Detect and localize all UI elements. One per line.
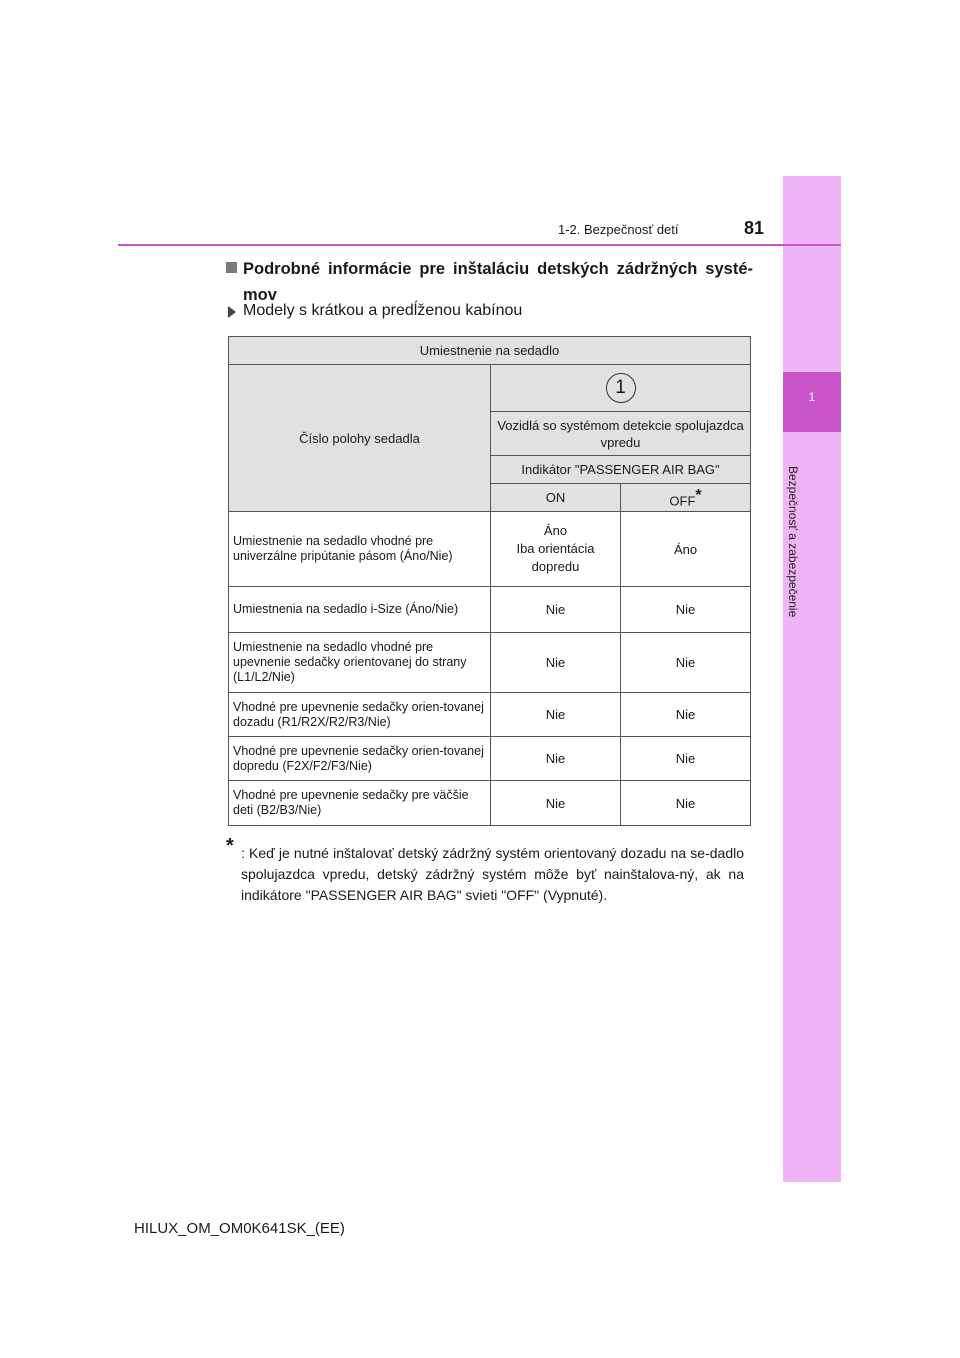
section-title: Podrobné informácie pre inštaláciu detských zádržných systé-mov (243, 260, 753, 304)
footnote-text: : Keď je nutné inštalovať detský zádržný systém orientovaný dozadu na se-dadlo spolujazdca vpredu, detský zádržný systém môže byť nainštalova-ný, ak na indikátore "PASSENGER AIR BAG" svieti "OFF" (Vypnuté). (241, 845, 744, 903)
chapter-side-label: Bezpečnosť a zabezpečenie (786, 466, 800, 618)
footnote-mark: * (226, 835, 234, 857)
table-row (229, 781, 751, 826)
page-number: 81 (744, 218, 765, 238)
square-bullet-icon (226, 262, 237, 273)
row-off-value: Áno (621, 512, 751, 587)
row-label: Vhodné pre upevnenie sedačky orien-tovanej dopredu (F2X/F2/F3/Nie) (229, 737, 491, 781)
column-off-label: OFF (669, 493, 696, 509)
row-off-value: Nie (621, 587, 751, 633)
table-row (229, 512, 751, 587)
column-off (621, 484, 751, 512)
row-label: Umiestnenia na sedadlo i-Size (Áno/Nie) (229, 587, 491, 633)
row-on-value: Nie (491, 587, 621, 633)
row-off-value: Nie (621, 737, 751, 781)
row-on-value: Nie (491, 781, 621, 826)
chapter-title: 1-2. Bezpečnosť detí (558, 222, 679, 237)
child-seat-table (228, 336, 751, 826)
vehicle-note: Vozidlá so systémom detekcie spolujazdca vpredu (491, 412, 751, 456)
row-label: Umiestnenie na sedadlo vhodné pre upevnenie sedačky orientovanej do strany (L1/L2/Nie) (229, 633, 491, 693)
table-row (229, 633, 751, 693)
chapter-number: 1 (808, 390, 816, 404)
row-label: Vhodné pre upevnenie sedačky pre väčšie deti (B2/B3/Nie) (229, 781, 491, 826)
table-row (229, 693, 751, 737)
row-on-value: Nie (491, 737, 621, 781)
seat-position-label: Číslo polohy sedadla (229, 365, 491, 512)
table-title: Umiestnenie na sedadlo (229, 337, 751, 365)
airbag-indicator-label: Indikátor "PASSENGER AIR BAG" (491, 456, 751, 484)
chapter-side-tab (783, 176, 841, 1182)
row-off-value: Nie (621, 633, 751, 693)
document-code: HILUX_OM_OM0K641SK_(EE) (134, 1220, 345, 1237)
section-subtitle: Modely s krátkou a predĺženou kabínou (243, 302, 523, 319)
row-label: Vhodné pre upevnenie sedačky orien-tovanej dozadu (R1/R2X/R2/R3/Nie) (229, 693, 491, 737)
table-row (229, 587, 751, 633)
row-on-value: Áno Iba orientácia dopredu (491, 512, 621, 587)
row-on-value: Nie (491, 633, 621, 693)
column-on: ON (491, 484, 621, 512)
table-row (229, 737, 751, 781)
column-off-mark: * (695, 486, 702, 504)
triangle-bullet-icon (228, 306, 236, 318)
row-off-value: Nie (621, 693, 751, 737)
seat-number-cell (491, 365, 751, 412)
row-on-value: Nie (491, 693, 621, 737)
row-label: Umiestnenie na sedadlo vhodné pre univerzálne pripútanie pásom (Áno/Nie) (229, 512, 491, 587)
row-off-value: Nie (621, 781, 751, 826)
seat-number-circle: 1 (606, 373, 636, 403)
header-rule (118, 244, 841, 246)
footnote (226, 832, 744, 906)
